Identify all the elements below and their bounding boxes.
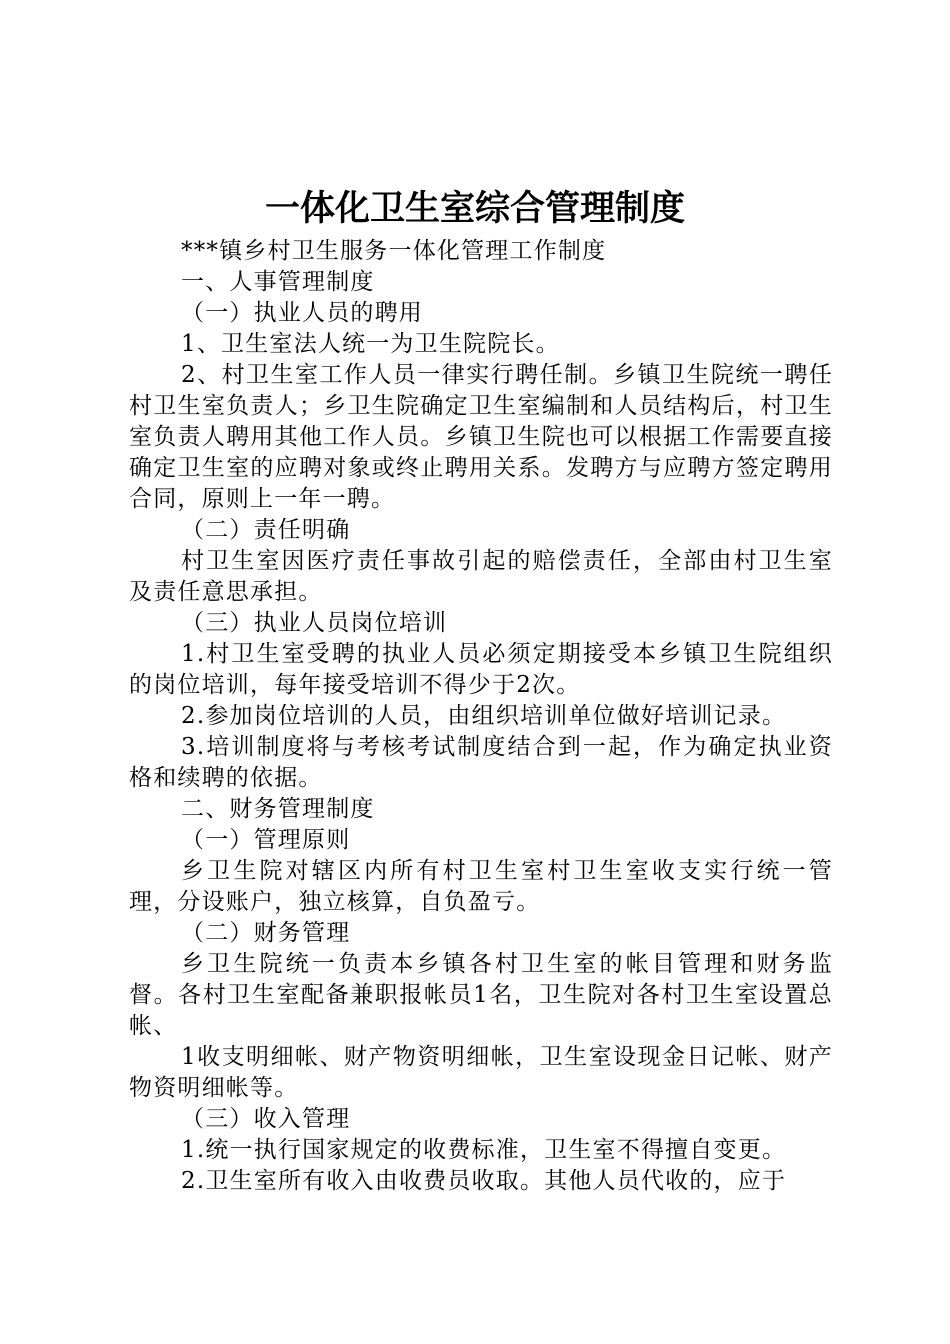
paragraph: 2、村卫生室工作人员一律实行聘任制。乡镇卫生院统一聘任村卫生室负责人；乡卫生院确定卫生室编制和人员结构后，村卫生室负责人聘用其他工作人员。乡镇卫生院也可以根据工作需要直接确定卫生室的应聘对象或终止聘用关系。发聘方与应聘方签定聘用合同，原则上一年一聘。 <box>129 362 833 512</box>
heading-subsection: （三）收入管理 <box>181 1106 351 1132</box>
paragraph: 2.卫生室所有收入由收费员收取。其他人员代收的，应于 <box>181 1168 787 1194</box>
paragraph: 村卫生室因医疗责任事故引起的赔偿责任，全部由村卫生室及责任意思承担。 <box>129 548 833 605</box>
heading-subsection: （一）管理原则 <box>181 827 351 853</box>
paragraph-subtitle: ***镇乡村卫生服务一体化管理工作制度 <box>181 238 607 264</box>
paragraph: 乡卫生院对辖区内所有村卫生室村卫生室收支实行统一管理，分设账户，独立核算，自负盈亏。 <box>129 858 833 915</box>
paragraph: 1、卫生室法人统一为卫生院院长。 <box>181 331 560 357</box>
heading-subsection: （二）责任明确 <box>181 517 351 543</box>
heading-subsection: （一）执业人员的聘用 <box>181 300 423 326</box>
paragraph: 乡卫生院统一负责本乡镇各村卫生室的帐目管理和财务监督。各村卫生室配备兼职报帐员1名，卫生院对各村卫生室设置总帐、 <box>129 951 833 1039</box>
paragraph: 1.村卫生室受聘的执业人员必须定期接受本乡镇卫生院组织的岗位培训，每年接受培训不得少于2次。 <box>129 641 833 698</box>
paragraph: 1.统一执行国家规定的收费标准，卫生室不得擅自变更。 <box>181 1137 787 1163</box>
document-title: 一体化卫生室综合管理制度 <box>264 188 685 229</box>
heading-subsection: （二）财务管理 <box>181 920 351 946</box>
heading-subsection: （三）执业人员岗位培训 <box>181 610 448 636</box>
paragraph: 1收支明细帐、财产物资明细帐，卫生室设现金日记帐、财产物资明细帐等。 <box>129 1044 833 1101</box>
heading-section-2: 二、财务管理制度 <box>181 796 375 822</box>
document-body <box>129 236 833 1197</box>
heading-section-1: 一、人事管理制度 <box>181 269 375 295</box>
paragraph: 2.参加岗位培训的人员，由组织培训单位做好培训记录。 <box>181 703 787 729</box>
paragraph: 3.培训制度将与考核考试制度结合到一起，作为确定执业资格和续聘的依据。 <box>129 734 833 791</box>
